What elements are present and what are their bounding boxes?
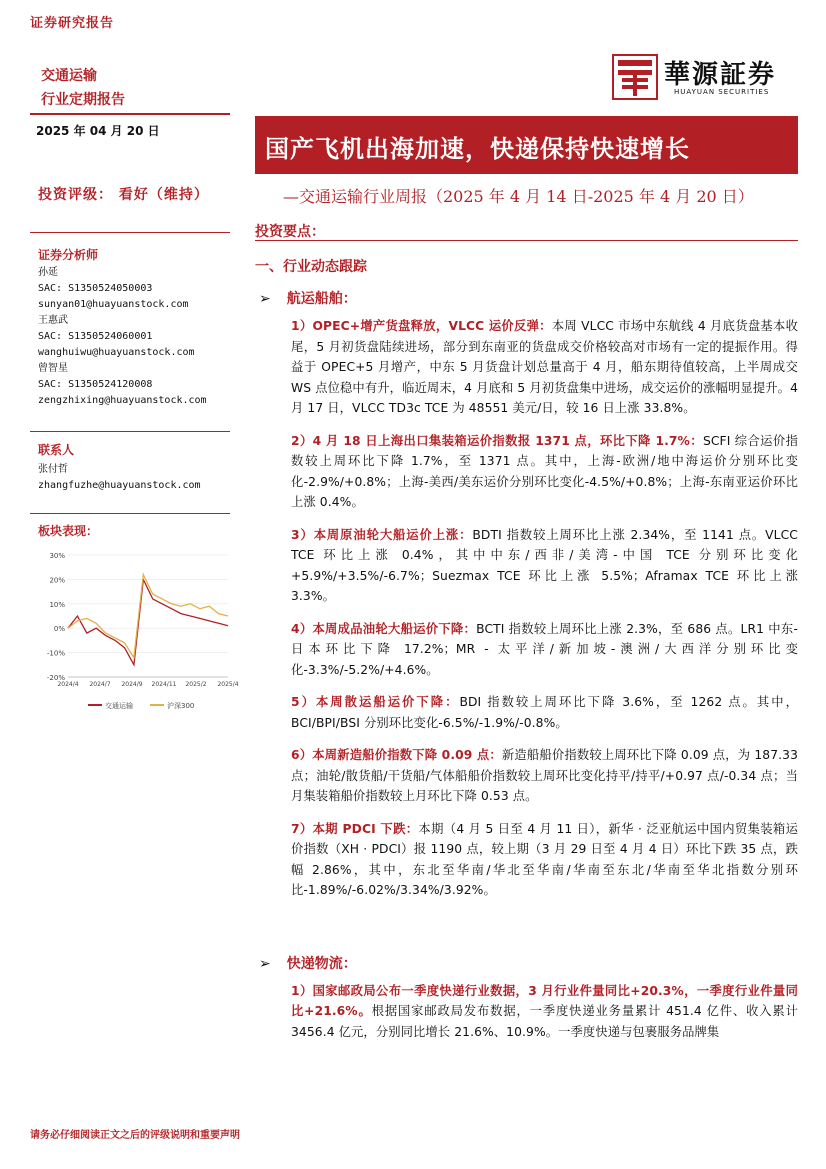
x-tick-label: 2024/11 <box>151 681 177 688</box>
paragraph <box>291 525 798 607</box>
legend-label: 交通运输 <box>105 702 133 710</box>
series-line <box>68 579 228 664</box>
x-tick-label: 2024/9 <box>121 681 143 688</box>
y-tick-label: -20% <box>46 674 65 682</box>
para-body: 根据国家邮政局发布数据，一季度快递业务量累计 451.4 亿件、收入累计 3456.4 亿元，分别同比增长 21.6%、10.9%。一季度快递与包裹服务品牌集 <box>291 1004 798 1039</box>
report-title: 国产飞机出海加速，快递保持快速增长 <box>265 134 690 163</box>
logo-name: 華源証券 <box>664 60 777 90</box>
analyst-line: 孙延 <box>38 267 58 278</box>
title-banner <box>255 116 798 174</box>
key-points-label: 投资要点： <box>255 224 325 240</box>
contact-email[interactable]: zhangfuzhe@huayuanstock.com <box>38 480 201 491</box>
x-tick-label: 2024/4 <box>57 681 79 688</box>
x-tick-label: 2025/4 <box>217 681 239 688</box>
paragraph <box>291 431 798 513</box>
y-tick-label: -10% <box>46 649 65 658</box>
sector-performance-title: 板块表现： <box>38 524 99 538</box>
logo-mark-icon <box>612 54 658 100</box>
para-lead: 5）本周散运船运价下降： <box>291 695 460 709</box>
logo-en: HUAYUAN SECURITIES <box>674 88 770 96</box>
main-content <box>255 256 798 1054</box>
analyst-line: 曾智星 <box>38 363 68 374</box>
paragraph <box>291 316 798 419</box>
para-lead: 1）国家邮政局公布一季度快递行业数据，3 月行业件量同比+20.3%，一季度行业件量同比+21.6%。 <box>291 983 798 1018</box>
paragraph <box>291 692 798 733</box>
y-tick-label: 20% <box>49 576 65 585</box>
section-title: 一、行业动态跟踪 <box>255 259 367 275</box>
report-date: 2025 年 04 月 20 日 <box>36 124 160 138</box>
performance-chart <box>38 547 239 719</box>
divider <box>30 431 230 432</box>
analyst-email[interactable]: sunyan01@huayuanstock.com <box>38 299 189 310</box>
divider <box>30 513 230 514</box>
para-lead: 1）OPEC+增产货盘释放，VLCC 运价反弹： <box>291 319 552 333</box>
subsection-label: 快递物流： <box>286 955 357 972</box>
contact-name: 张付哲 <box>38 464 68 475</box>
y-tick-label: 10% <box>49 600 65 609</box>
analyst-line: 王惠武 <box>38 315 68 326</box>
para-body: 本期（4 月 5 日至 4 月 11 日），新华 · 泛亚航运中国内贸集装箱运价指数（XH · PDCI）报 1190 点，较上期（3 月 29 日至 4 月 4 日）环比下跌 35 点，跌幅 2.86%，其中，东北至华南/华北至华南/华南至东北/华南至华北指数分别环比-1.89%/-6.02%/3.34%/3.92%。 <box>291 821 798 897</box>
report-subtitle: —交通运输行业周报（2025 年 4 月 14 日-2025 年 4 月 20 日） <box>283 187 754 206</box>
y-tick-label: 30% <box>49 552 65 560</box>
disclaimer-footer: 请务必仔细阅读正文之后的评级说明和重要声明 <box>30 1130 240 1141</box>
subsection-shipping <box>259 288 798 308</box>
report-type: 行业定期报告 <box>41 92 125 108</box>
para-lead: 7）本期 PDCI 下跌： <box>291 821 419 836</box>
arrow-bullet-icon: ➢ <box>259 291 271 307</box>
paragraph <box>291 745 798 807</box>
arrow-bullet-icon: ➢ <box>259 955 271 972</box>
para-lead: 6）本周新造船价指数下降 0.09 点： <box>291 748 502 762</box>
paragraph <box>291 819 798 901</box>
analyst-email[interactable]: zengzhixing@huayuanstock.com <box>38 395 207 406</box>
para-body: 本周 VLCC 市场中东航线 4 月底货盘基本收尾，5 月初货盘陆续进场，部分到东南亚的货盘成交价格较高对市场有一定的提振作用。得益于 OPEC+5 月增产，中东 5 月货盘计划总量高于 4 月，船东期待值较高，上半周成交 WS 点位稳中有升，临近周末，4 月底和 5 月初货盘集中进场，成交运价的涨幅明显提升。4 月 17 日，VLCC TD3c TCE 为 48551 美元/日，较 16 日上涨 33.8%。 <box>291 319 798 415</box>
para-body: BDTI 指数较上周环比上涨 2.34%，至 1141 点。VLCC TCE 环比上涨 0.4%，其中中东/西非/美湾-中国 TCE 分别环比变化+5.9%/+3.5%/-6.7%；Suezmax TCE 环比上涨 5.5%；Aframax TCE 环比上涨 3.3%。 <box>291 527 798 603</box>
doc-type-label: 证券研究报告 <box>30 16 115 31</box>
analyst-line: SAC: S1350524120008 <box>38 379 153 390</box>
contact-block <box>38 441 201 494</box>
sector-name: 交通运输 <box>41 68 97 84</box>
divider <box>30 232 230 233</box>
legend-label: 沪深300 <box>167 702 195 710</box>
analyst-line: SAC: S1350524060001 <box>38 331 153 342</box>
y-tick-label: 0% <box>53 625 65 634</box>
para-lead: 2）4 月 18 日上海出口集装箱运价指数报 1371 点，环比下降 1.7%： <box>291 433 703 448</box>
analysts-block <box>38 246 207 409</box>
paragraph <box>291 981 798 1043</box>
spacer <box>255 913 798 943</box>
para-body: BDI 指数较上周环比下降 3.6%，至 1262 点。其中，BCI/BPI/BSI 分别环比变化-6.5%/-1.9%/-0.8%。 <box>291 695 798 730</box>
analyst-line: SAC: S1350524050003 <box>38 283 153 294</box>
x-tick-label: 2025/2 <box>185 681 207 688</box>
series-line <box>68 575 228 658</box>
para-body: SCFI 综合运价指数较上周环比下降 1.7%，至 1371 点。其中，上海-欧洲/地中海运价分别环比变化-2.9%/+0.8%；上海-美西/美东运价分别环比变化-4.5%/+0.8%；上海-东南亚运价环比上涨 0.4%。 <box>291 433 798 509</box>
sector-block <box>41 64 125 112</box>
divider <box>30 113 230 115</box>
divider <box>255 240 798 241</box>
subsection-label: 航运船舶： <box>286 291 357 307</box>
analyst-email[interactable]: wanghuiwu@huayuanstock.com <box>38 347 195 358</box>
para-body: BCTI 指数较上周环比上涨 2.3%，至 686 点。LR1 中东-日本环比下降 17.2%；MR - 太平洋/新加坡-澳洲/大西洋分别环比变化-3.3%/-5.2%/+4.6%。 <box>291 621 798 677</box>
company-logo <box>612 54 792 100</box>
para-body: 新造船船价指数较上周环比下降 0.09 点，为 187.33 点；油轮/散货船/干货船/气体船船价指数较上周环比变化持平/持平/+0.97 点/-0.34 点；当月集装箱船价指数较上月环比下降 0.53 点。 <box>291 748 798 803</box>
investment-rating: 投资评级： 看好（维持） <box>38 187 209 203</box>
subsection-express <box>259 953 798 973</box>
x-tick-label: 2024/7 <box>89 681 111 688</box>
para-lead: 4）本周成品油轮大船运价下降： <box>291 621 477 636</box>
contact-title: 联系人 <box>38 443 75 457</box>
paragraph <box>291 619 798 681</box>
analysts-title: 证券分析师 <box>38 248 99 262</box>
para-lead: 3）本周原油轮大船运价上涨： <box>291 527 473 542</box>
